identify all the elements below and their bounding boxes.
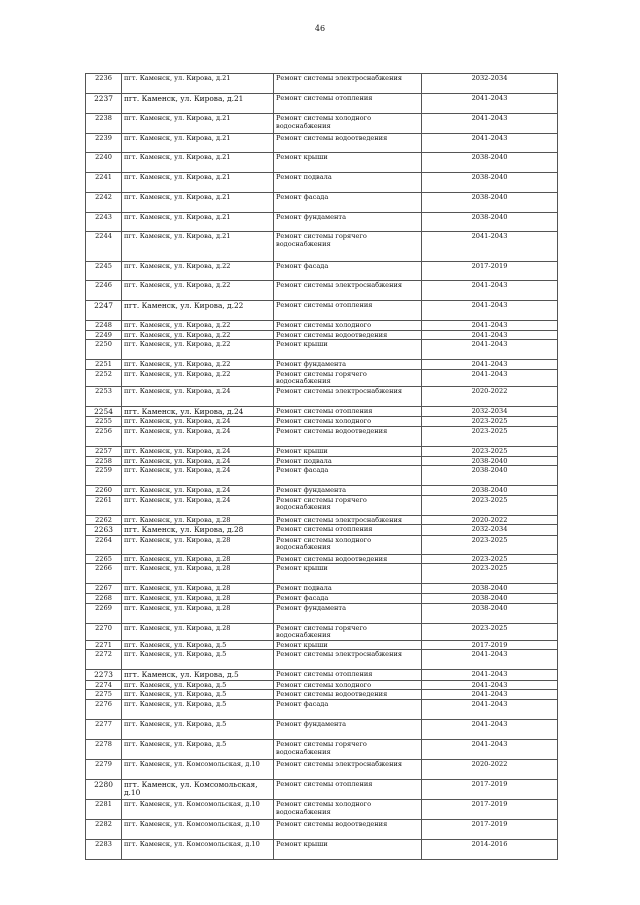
table-row	[86, 406, 558, 417]
row-number-cell: 2282	[86, 819, 122, 839]
work-type-cell: Ремонт системы горячего водоснабжения	[274, 369, 422, 386]
row-number-cell: 2237	[86, 94, 122, 114]
address-cell: пгт. Каменск, ул. Кирова, д.21	[122, 213, 274, 232]
period-cell: 2041-2043	[422, 321, 558, 331]
row-number-cell: 2272	[86, 650, 122, 670]
address-cell: пгт. Каменск, ул. Кирова, д.21	[122, 134, 274, 153]
work-type-cell: Ремонт системы водоотведения	[274, 134, 422, 153]
address-cell: пгт. Каменск, ул. Кирова, д.21	[122, 232, 274, 262]
table-row	[86, 446, 558, 456]
address-cell: пгт. Каменск, ул. Кирова, д.5	[122, 650, 274, 670]
address-cell: пгт. Каменск, ул. Кирова, д.21	[122, 193, 274, 213]
work-type-cell: Ремонт системы холодного водоснабжения	[274, 799, 422, 819]
address-cell: пгт. Каменск, ул. Кирова, д.24	[122, 495, 274, 515]
period-cell: 2038-2040	[422, 466, 558, 486]
period-cell: 2038-2040	[422, 486, 558, 496]
work-type-cell: Ремонт крыши	[274, 153, 422, 173]
table-row	[86, 680, 558, 690]
table-row	[86, 153, 558, 173]
work-type-cell: Ремонт фундамента	[274, 360, 422, 370]
work-type-cell: Ремонт системы водоотведения	[274, 554, 422, 564]
work-type-cell: Ремонт системы отопления	[274, 406, 422, 417]
period-cell: 2041-2043	[422, 719, 558, 739]
work-type-cell: Ремонт системы отопления	[274, 301, 422, 321]
table-row	[86, 839, 558, 859]
period-cell: 2017-2019	[422, 799, 558, 819]
period-cell: 2038-2040	[422, 593, 558, 603]
work-type-cell: Ремонт фасада	[274, 466, 422, 486]
work-type-cell: Ремонт фасада	[274, 593, 422, 603]
work-type-cell: Ремонт крыши	[274, 564, 422, 584]
work-type-cell: Ремонт фундамента	[274, 486, 422, 496]
table-row	[86, 193, 558, 213]
table-row	[86, 262, 558, 281]
period-cell: 2041-2043	[422, 680, 558, 690]
address-cell: пгт. Каменск, ул. Кирова, д.28	[122, 593, 274, 603]
work-type-cell: Ремонт системы отопления	[274, 779, 422, 799]
row-number-cell: 2278	[86, 739, 122, 759]
address-cell: пгт. Каменск, ул. Комсомольская, д.10	[122, 759, 274, 779]
row-number-cell: 2244	[86, 232, 122, 262]
table-row	[86, 386, 558, 406]
row-number-cell: 2258	[86, 456, 122, 466]
table-row	[86, 650, 558, 670]
row-number-cell: 2241	[86, 173, 122, 193]
row-number-cell: 2259	[86, 466, 122, 486]
row-number-cell: 2270	[86, 623, 122, 640]
address-cell: пгт. Каменск, ул. Кирова, д.21	[122, 74, 274, 94]
address-cell: пгт. Каменск, ул. Кирова, д.24	[122, 426, 274, 446]
row-number-cell: 2281	[86, 799, 122, 819]
period-cell: 2032-2034	[422, 406, 558, 417]
row-number-cell: 2283	[86, 839, 122, 859]
work-type-cell: Ремонт крыши	[274, 446, 422, 456]
address-cell: пгт. Каменск, ул. Кирова, д.28	[122, 515, 274, 525]
row-number-cell: 2240	[86, 153, 122, 173]
period-cell: 2023-2025	[422, 554, 558, 564]
work-type-cell: Ремонт системы электроснабжения	[274, 650, 422, 670]
period-cell: 2041-2043	[422, 739, 558, 759]
table-row	[86, 779, 558, 799]
work-type-cell: Ремонт системы холодного	[274, 417, 422, 427]
period-cell: 2017-2019	[422, 779, 558, 799]
address-cell: пгт. Каменск, ул. Комсомольская, д.10	[122, 839, 274, 859]
work-type-cell: Ремонт фасада	[274, 262, 422, 281]
address-cell: пгт. Каменск, ул. Кирова, д.24	[122, 417, 274, 427]
period-cell: 2023-2025	[422, 535, 558, 554]
period-cell: 2023-2025	[422, 417, 558, 427]
row-number-cell: 2275	[86, 690, 122, 700]
address-cell: пгт. Каменск, ул. Кирова, д.22	[122, 369, 274, 386]
row-number-cell: 2260	[86, 486, 122, 496]
table-row	[86, 699, 558, 719]
address-cell: пгт. Каменск, ул. Кирова, д.28	[122, 603, 274, 623]
period-cell: 2041-2043	[422, 650, 558, 670]
address-cell: пгт. Каменск, ул. Кирова, д.28	[122, 525, 274, 536]
period-cell: 2041-2043	[422, 232, 558, 262]
row-number-cell: 2255	[86, 417, 122, 427]
work-type-cell: Ремонт крыши	[274, 839, 422, 859]
row-number-cell: 2277	[86, 719, 122, 739]
period-cell: 2017-2019	[422, 262, 558, 281]
work-type-cell: Ремонт фундамента	[274, 213, 422, 232]
address-cell: пгт. Каменск, ул. Кирова, д.21	[122, 173, 274, 193]
period-cell: 2023-2025	[422, 446, 558, 456]
row-number-cell: 2252	[86, 369, 122, 386]
work-type-cell: Ремонт системы холодного	[274, 680, 422, 690]
period-cell: 2041-2043	[422, 369, 558, 386]
period-cell: 2041-2043	[422, 670, 558, 681]
table-row	[86, 232, 558, 262]
address-cell: пгт. Каменск, ул. Кирова, д.24	[122, 466, 274, 486]
period-cell: 2032-2034	[422, 525, 558, 536]
row-number-cell: 2280	[86, 779, 122, 799]
row-number-cell: 2265	[86, 554, 122, 564]
address-cell: пгт. Каменск, ул. Кирова, д.22	[122, 321, 274, 331]
row-number-cell: 2247	[86, 301, 122, 321]
row-number-cell: 2249	[86, 330, 122, 340]
row-number-cell: 2256	[86, 426, 122, 446]
table-row	[86, 360, 558, 370]
period-cell: 2014-2016	[422, 839, 558, 859]
row-number-cell: 2251	[86, 360, 122, 370]
period-cell: 2041-2043	[422, 301, 558, 321]
work-type-cell: Ремонт системы водоотведения	[274, 819, 422, 839]
period-cell: 2041-2043	[422, 340, 558, 360]
row-number-cell: 2263	[86, 525, 122, 536]
table-row	[86, 759, 558, 779]
period-cell: 2041-2043	[422, 114, 558, 134]
page-number: 46	[314, 24, 326, 33]
table-row	[86, 593, 558, 603]
address-cell: пгт. Каменск, ул. Кирова, д.21	[122, 94, 274, 114]
repair-schedule-table	[85, 73, 558, 860]
table-row	[86, 134, 558, 153]
address-cell: пгт. Каменск, ул. Кирова, д.28	[122, 623, 274, 640]
work-type-cell: Ремонт системы горячего водоснабжения	[274, 232, 422, 262]
table-row	[86, 466, 558, 486]
row-number-cell: 2266	[86, 564, 122, 584]
table-row	[86, 114, 558, 134]
table-row	[86, 525, 558, 536]
row-number-cell: 2274	[86, 680, 122, 690]
address-cell: пгт. Каменск, ул. Кирова, д.22	[122, 340, 274, 360]
address-cell: пгт. Каменск, ул. Кирова, д.24	[122, 446, 274, 456]
address-cell: пгт. Каменск, ул. Кирова, д.24	[122, 406, 274, 417]
work-type-cell: Ремонт фундамента	[274, 719, 422, 739]
row-number-cell: 2236	[86, 74, 122, 94]
address-cell: пгт. Каменск, ул. Кирова, д.24	[122, 486, 274, 496]
work-type-cell: Ремонт системы водоотведения	[274, 690, 422, 700]
row-number-cell: 2254	[86, 406, 122, 417]
work-type-cell: Ремонт системы отопления	[274, 525, 422, 536]
table-row	[86, 603, 558, 623]
row-number-cell: 2261	[86, 495, 122, 515]
address-cell: пгт. Каменск, ул. Кирова, д.22	[122, 301, 274, 321]
period-cell: 2038-2040	[422, 173, 558, 193]
table-row	[86, 623, 558, 640]
work-type-cell: Ремонт подвала	[274, 584, 422, 594]
address-cell: пгт. Каменск, ул. Кирова, д.21	[122, 153, 274, 173]
period-cell: 2023-2025	[422, 623, 558, 640]
work-type-cell: Ремонт системы отопления	[274, 94, 422, 114]
period-cell: 2023-2025	[422, 564, 558, 584]
period-cell: 2041-2043	[422, 330, 558, 340]
table-row	[86, 564, 558, 584]
period-cell: 2023-2025	[422, 426, 558, 446]
period-cell: 2020-2022	[422, 759, 558, 779]
table-row	[86, 330, 558, 340]
row-number-cell: 2245	[86, 262, 122, 281]
address-cell: пгт. Каменск, ул. Кирова, д.24	[122, 386, 274, 406]
table-row	[86, 301, 558, 321]
row-number-cell: 2268	[86, 593, 122, 603]
table-row	[86, 213, 558, 232]
row-number-cell: 2248	[86, 321, 122, 331]
address-cell: пгт. Каменск, ул. Кирова, д.22	[122, 360, 274, 370]
period-cell: 2017-2019	[422, 819, 558, 839]
period-cell: 2041-2043	[422, 360, 558, 370]
table-body	[86, 74, 558, 860]
row-number-cell: 2246	[86, 281, 122, 301]
row-number-cell: 2279	[86, 759, 122, 779]
work-type-cell: Ремонт системы электроснабжения	[274, 281, 422, 301]
row-number-cell: 2238	[86, 114, 122, 134]
address-cell: пгт. Каменск, ул. Кирова, д.5	[122, 690, 274, 700]
table-row	[86, 640, 558, 650]
row-number-cell: 2243	[86, 213, 122, 232]
address-cell: пгт. Каменск, ул. Кирова, д.5	[122, 739, 274, 759]
work-type-cell: Ремонт системы водоотведения	[274, 330, 422, 340]
address-cell: пгт. Каменск, ул. Комсомольская, д.10	[122, 779, 274, 799]
work-type-cell: Ремонт системы отопления	[274, 670, 422, 681]
table-row	[86, 94, 558, 114]
address-cell: пгт. Каменск, ул. Кирова, д.28	[122, 564, 274, 584]
work-type-cell: Ремонт системы горячего водоснабжения	[274, 739, 422, 759]
period-cell: 2041-2043	[422, 699, 558, 719]
table-row	[86, 486, 558, 496]
address-cell: пгт. Каменск, ул. Кирова, д.5	[122, 719, 274, 739]
table-row	[86, 369, 558, 386]
period-cell: 2020-2022	[422, 386, 558, 406]
work-type-cell: Ремонт системы водоотведения	[274, 426, 422, 446]
address-cell: пгт. Каменск, ул. Кирова, д.5	[122, 680, 274, 690]
address-cell: пгт. Каменск, ул. Кирова, д.22	[122, 262, 274, 281]
table-row	[86, 584, 558, 594]
period-cell: 2041-2043	[422, 94, 558, 114]
work-type-cell: Ремонт системы электроснабжения	[274, 386, 422, 406]
table-row	[86, 426, 558, 446]
address-cell: пгт. Каменск, ул. Кирова, д.28	[122, 535, 274, 554]
address-cell: пгт. Каменск, ул. Кирова, д.22	[122, 330, 274, 340]
work-type-cell: Ремонт системы холодного водоснабжения	[274, 114, 422, 134]
period-cell: 2038-2040	[422, 584, 558, 594]
row-number-cell: 2267	[86, 584, 122, 594]
address-cell: пгт. Каменск, ул. Кирова, д.5	[122, 699, 274, 719]
table-row	[86, 281, 558, 301]
row-number-cell: 2276	[86, 699, 122, 719]
period-cell: 2041-2043	[422, 281, 558, 301]
address-cell: пгт. Каменск, ул. Кирова, д.21	[122, 114, 274, 134]
work-type-cell: Ремонт фасада	[274, 193, 422, 213]
period-cell: 2041-2043	[422, 134, 558, 153]
row-number-cell: 2262	[86, 515, 122, 525]
row-number-cell: 2273	[86, 670, 122, 681]
table-row	[86, 340, 558, 360]
table-row	[86, 554, 558, 564]
address-cell: пгт. Каменск, ул. Кирова, д.5	[122, 640, 274, 650]
table-row	[86, 670, 558, 681]
table-row	[86, 739, 558, 759]
work-type-cell: Ремонт системы горячего водоснабжения	[274, 623, 422, 640]
work-type-cell: Ремонт системы электроснабжения	[274, 74, 422, 94]
period-cell: 2023-2025	[422, 495, 558, 515]
table-row	[86, 495, 558, 515]
period-cell: 2038-2040	[422, 193, 558, 213]
work-type-cell: Ремонт крыши	[274, 340, 422, 360]
table-row	[86, 321, 558, 331]
period-cell: 2017-2019	[422, 640, 558, 650]
table-row	[86, 819, 558, 839]
period-cell: 2038-2040	[422, 213, 558, 232]
period-cell: 2020-2022	[422, 515, 558, 525]
work-type-cell: Ремонт системы горячего водоснабжения	[274, 495, 422, 515]
row-number-cell: 2242	[86, 193, 122, 213]
row-number-cell: 2264	[86, 535, 122, 554]
table-row	[86, 690, 558, 700]
work-type-cell: Ремонт подвала	[274, 173, 422, 193]
row-number-cell: 2271	[86, 640, 122, 650]
work-type-cell: Ремонт системы электроснабжения	[274, 759, 422, 779]
table-row	[86, 74, 558, 94]
work-type-cell: Ремонт фундамента	[274, 603, 422, 623]
address-cell: пгт. Каменск, ул. Кирова, д.5	[122, 670, 274, 681]
table-row	[86, 719, 558, 739]
table-row	[86, 535, 558, 554]
row-number-cell: 2253	[86, 386, 122, 406]
address-cell: пгт. Каменск, ул. Кирова, д.28	[122, 554, 274, 564]
work-type-cell: Ремонт системы электроснабжения	[274, 515, 422, 525]
work-type-cell: Ремонт фасада	[274, 699, 422, 719]
address-cell: пгт. Каменск, ул. Кирова, д.24	[122, 456, 274, 466]
work-type-cell: Ремонт подвала	[274, 456, 422, 466]
row-number-cell: 2250	[86, 340, 122, 360]
address-cell: пгт. Каменск, ул. Комсомольская, д.10	[122, 819, 274, 839]
work-type-cell: Ремонт системы холодного	[274, 321, 422, 331]
row-number-cell: 2257	[86, 446, 122, 456]
row-number-cell: 2269	[86, 603, 122, 623]
table-row	[86, 799, 558, 819]
period-cell: 2038-2040	[422, 456, 558, 466]
table-row	[86, 173, 558, 193]
address-cell: пгт. Каменск, ул. Кирова, д.28	[122, 584, 274, 594]
period-cell: 2041-2043	[422, 690, 558, 700]
row-number-cell: 2239	[86, 134, 122, 153]
table-row	[86, 456, 558, 466]
table-row	[86, 515, 558, 525]
period-cell: 2038-2040	[422, 603, 558, 623]
work-type-cell: Ремонт системы холодного водоснабжения	[274, 535, 422, 554]
work-type-cell: Ремонт крыши	[274, 640, 422, 650]
address-cell: пгт. Каменск, ул. Кирова, д.22	[122, 281, 274, 301]
table-row	[86, 417, 558, 427]
address-cell: пгт. Каменск, ул. Комсомольская, д.10	[122, 799, 274, 819]
period-cell: 2038-2040	[422, 153, 558, 173]
period-cell: 2032-2034	[422, 74, 558, 94]
